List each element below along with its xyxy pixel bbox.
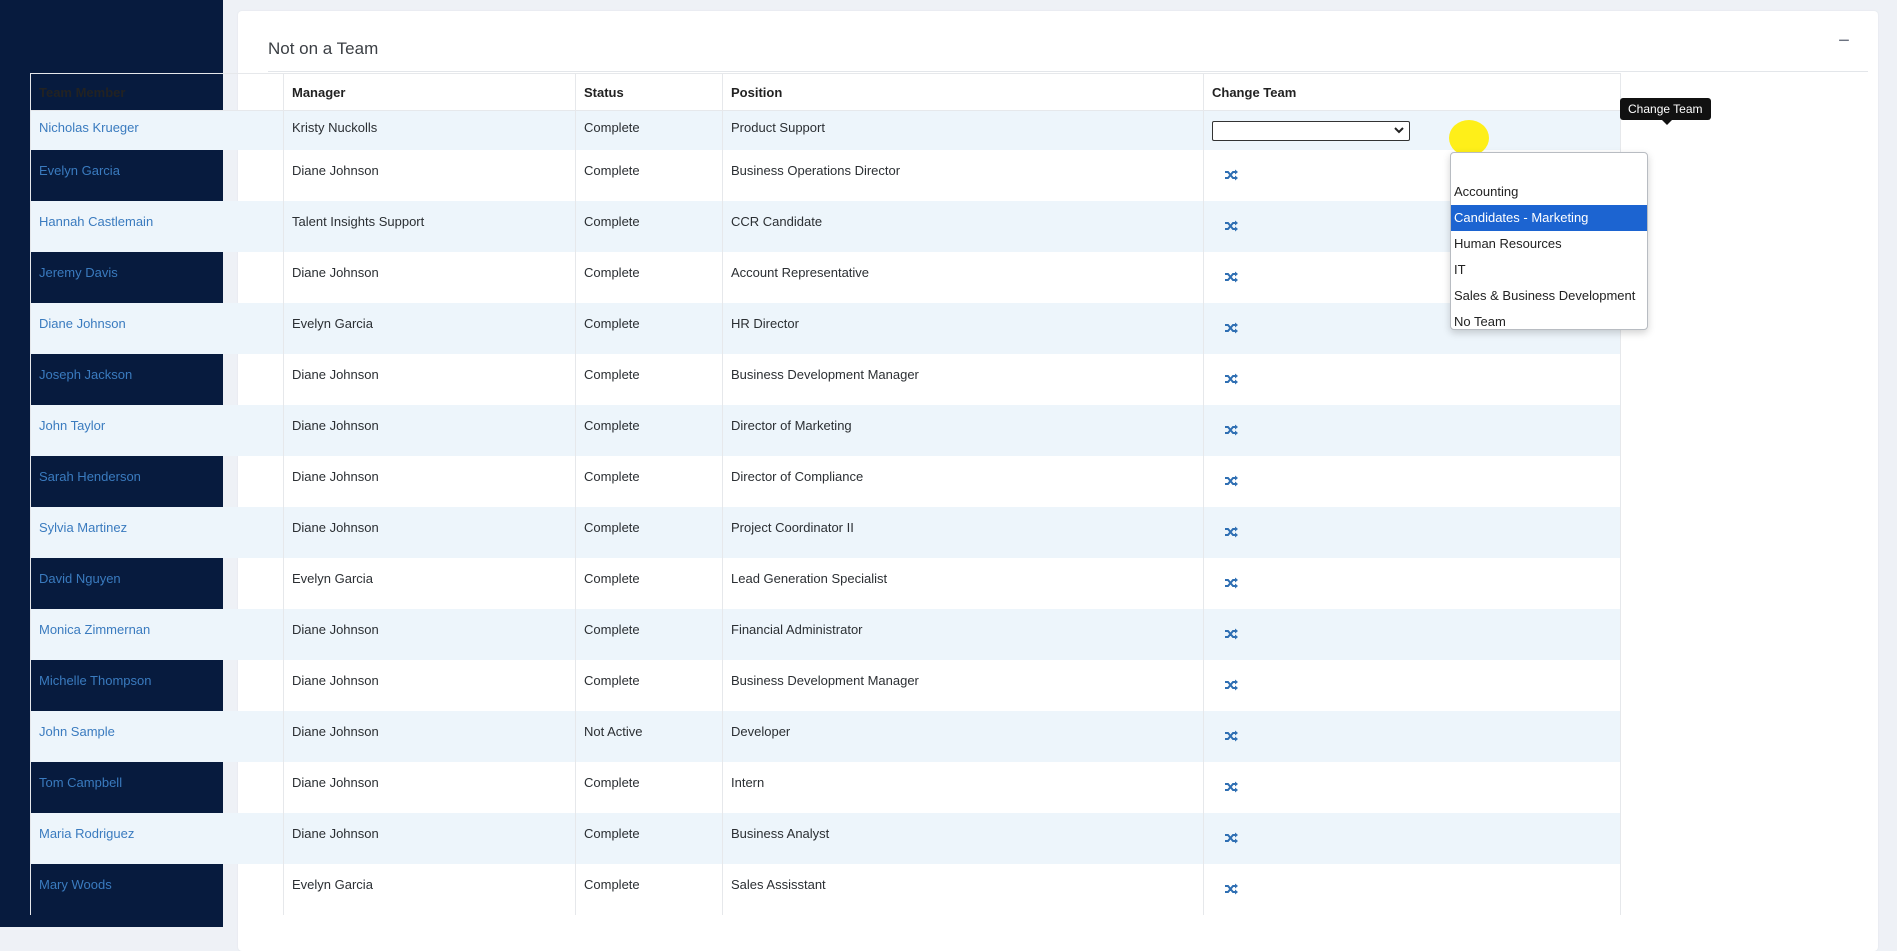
manager-cell: Diane Johnson	[284, 507, 576, 558]
team-member-cell	[31, 405, 284, 456]
team-member-link[interactable]: David Nguyen	[39, 570, 121, 586]
table-row	[31, 303, 1621, 354]
table-row	[31, 864, 1621, 915]
team-member-link[interactable]: Nicholas Krueger	[39, 120, 139, 135]
team-member-cell	[31, 201, 284, 252]
team-member-cell	[31, 303, 284, 354]
team-member-cell	[31, 558, 284, 609]
team-member-cell	[31, 111, 284, 150]
shuffle-icon[interactable]	[1224, 373, 1238, 388]
panel-header	[268, 11, 1868, 72]
change-team-cell	[1204, 711, 1621, 762]
status-cell: Complete	[576, 813, 723, 864]
status-cell: Complete	[576, 111, 723, 150]
team-member-link[interactable]: Evelyn Garcia	[39, 162, 120, 178]
change-team-cell	[1204, 762, 1621, 813]
table-row	[31, 558, 1621, 609]
team-option[interactable]: No Team	[1454, 314, 1506, 329]
position-cell: CCR Candidate	[723, 201, 1204, 252]
change-team-cell	[1204, 864, 1621, 915]
status-cell: Complete	[576, 252, 723, 303]
team-member-cell	[31, 354, 284, 405]
team-member-link[interactable]: Hannah Castlemain	[39, 213, 154, 229]
team-members-table	[30, 73, 1621, 915]
team-member-link[interactable]: Sylvia Martinez	[39, 519, 128, 535]
table-row	[31, 711, 1621, 762]
team-member-link[interactable]: Joseph Jackson	[39, 366, 133, 382]
position-cell: HR Director	[723, 303, 1204, 354]
shuffle-icon[interactable]	[1224, 781, 1238, 796]
table-row	[31, 111, 1621, 150]
change-team-cell	[1204, 660, 1621, 711]
manager-cell: Diane Johnson	[284, 762, 576, 813]
position-cell: Financial Administrator	[723, 609, 1204, 660]
team-option[interactable]: Candidates - Marketing	[1451, 205, 1647, 231]
position-cell: Sales Assisstant	[723, 864, 1204, 915]
team-member-link[interactable]: Monica Zimmernan	[39, 621, 151, 637]
position-cell: Business Operations Director	[723, 150, 1204, 201]
header-status[interactable]: Status	[576, 74, 723, 111]
shuffle-icon[interactable]	[1224, 271, 1238, 286]
shuffle-icon[interactable]	[1224, 322, 1238, 337]
change-team-cell	[1204, 456, 1621, 507]
table-row	[31, 405, 1621, 456]
table-row	[31, 354, 1621, 405]
shuffle-icon[interactable]	[1224, 220, 1238, 235]
manager-cell: Evelyn Garcia	[284, 303, 576, 354]
manager-cell: Evelyn Garcia	[284, 558, 576, 609]
shuffle-icon[interactable]	[1224, 169, 1238, 184]
table-row	[31, 609, 1621, 660]
change-team-cell	[1204, 609, 1621, 660]
team-option[interactable]: IT	[1454, 262, 1466, 277]
manager-cell: Diane Johnson	[284, 813, 576, 864]
header-position[interactable]: Position	[723, 74, 1204, 111]
team-member-cell	[31, 864, 284, 915]
table-row	[31, 660, 1621, 711]
change-team-cell	[1204, 354, 1621, 405]
team-member-cell	[31, 711, 284, 762]
status-cell: Complete	[576, 507, 723, 558]
manager-cell: Kristy Nuckolls	[284, 111, 576, 150]
shuffle-icon[interactable]	[1224, 730, 1238, 745]
team-member-link[interactable]: Jeremy Davis	[39, 264, 118, 280]
table-row	[31, 762, 1621, 813]
change-team-cell	[1204, 111, 1621, 150]
position-cell: Developer	[723, 711, 1204, 762]
team-member-cell	[31, 609, 284, 660]
shuffle-icon[interactable]	[1224, 577, 1238, 592]
status-cell: Complete	[576, 609, 723, 660]
team-member-link[interactable]: Tom Campbell	[39, 774, 123, 790]
team-member-link[interactable]: Michelle Thompson	[39, 672, 152, 688]
position-cell: Director of Compliance	[723, 456, 1204, 507]
team-member-link[interactable]: John Sample	[39, 723, 115, 739]
header-team-member[interactable]: Team Member	[31, 74, 284, 111]
status-cell: Complete	[576, 864, 723, 915]
manager-cell: Diane Johnson	[284, 150, 576, 201]
shuffle-icon[interactable]	[1224, 424, 1238, 439]
status-cell: Complete	[576, 303, 723, 354]
team-member-cell	[31, 456, 284, 507]
change-team-cell	[1204, 813, 1621, 864]
team-member-cell	[31, 507, 284, 558]
status-cell: Complete	[576, 660, 723, 711]
shuffle-icon[interactable]	[1224, 679, 1238, 694]
team-member-link[interactable]: Diane Johnson	[39, 315, 126, 331]
change-team-cell	[1204, 558, 1621, 609]
team-member-link[interactable]: John Taylor	[39, 417, 106, 433]
manager-cell: Diane Johnson	[284, 456, 576, 507]
team-option[interactable]: Accounting	[1454, 184, 1519, 199]
position-cell: Business Analyst	[723, 813, 1204, 864]
change-team-cell	[1204, 507, 1621, 558]
manager-cell: Diane Johnson	[284, 711, 576, 762]
team-member-link[interactable]: Maria Rodriguez	[39, 825, 135, 841]
table-row	[31, 252, 1621, 303]
shuffle-icon[interactable]	[1224, 883, 1238, 898]
status-cell: Complete	[576, 558, 723, 609]
team-member-link[interactable]: Sarah Henderson	[39, 468, 141, 484]
header-change-team: Change Team	[1204, 74, 1621, 111]
status-cell: Complete	[576, 150, 723, 201]
position-cell: Project Coordinator II	[723, 507, 1204, 558]
status-cell: Complete	[576, 354, 723, 405]
status-cell: Complete	[576, 405, 723, 456]
team-member-cell	[31, 762, 284, 813]
change-team-cell	[1204, 405, 1621, 456]
table-header-row	[31, 74, 1621, 111]
table-row	[31, 456, 1621, 507]
chevron-down-icon	[1393, 124, 1405, 139]
shuffle-icon[interactable]	[1224, 628, 1238, 643]
manager-cell: Diane Johnson	[284, 252, 576, 303]
manager-cell: Talent Insights Support	[284, 201, 576, 252]
manager-cell: Diane Johnson	[284, 609, 576, 660]
table-row	[31, 507, 1621, 558]
status-cell: Complete	[576, 456, 723, 507]
manager-cell: Diane Johnson	[284, 354, 576, 405]
position-cell: Account Representative	[723, 252, 1204, 303]
position-cell: Intern	[723, 762, 1204, 813]
table-row	[31, 150, 1621, 201]
team-dropdown-list[interactable]	[1450, 152, 1648, 330]
team-member-cell	[31, 660, 284, 711]
manager-cell: Diane Johnson	[284, 660, 576, 711]
shuffle-icon[interactable]	[1224, 832, 1238, 847]
table-row	[31, 813, 1621, 864]
shuffle-icon[interactable]	[1224, 526, 1238, 541]
position-cell: Lead Generation Specialist	[723, 558, 1204, 609]
status-cell: Not Active	[576, 711, 723, 762]
shuffle-icon[interactable]	[1224, 475, 1238, 490]
position-cell: Product Support	[723, 111, 1204, 150]
header-manager[interactable]: Manager	[284, 74, 576, 111]
team-member-cell	[31, 813, 284, 864]
team-option[interactable]: Sales & Business Development	[1454, 288, 1636, 303]
status-cell: Complete	[576, 762, 723, 813]
table-row	[31, 201, 1621, 252]
manager-cell: Diane Johnson	[284, 405, 576, 456]
position-cell: Business Development Manager	[723, 660, 1204, 711]
panel-title: Not on a Team	[268, 39, 379, 58]
position-cell: Business Development Manager	[723, 354, 1204, 405]
team-select[interactable]	[1212, 121, 1410, 141]
status-cell: Complete	[576, 201, 723, 252]
team-option[interactable]: Human Resources	[1454, 236, 1562, 251]
team-option[interactable]	[1451, 153, 1647, 179]
team-member-cell	[31, 252, 284, 303]
collapse-button[interactable]: −	[1838, 30, 1850, 52]
change-team-tooltip: Change Team	[1620, 98, 1711, 120]
team-member-cell	[31, 150, 284, 201]
manager-cell: Evelyn Garcia	[284, 864, 576, 915]
position-cell: Director of Marketing	[723, 405, 1204, 456]
team-member-link[interactable]: Mary Woods	[39, 876, 112, 892]
